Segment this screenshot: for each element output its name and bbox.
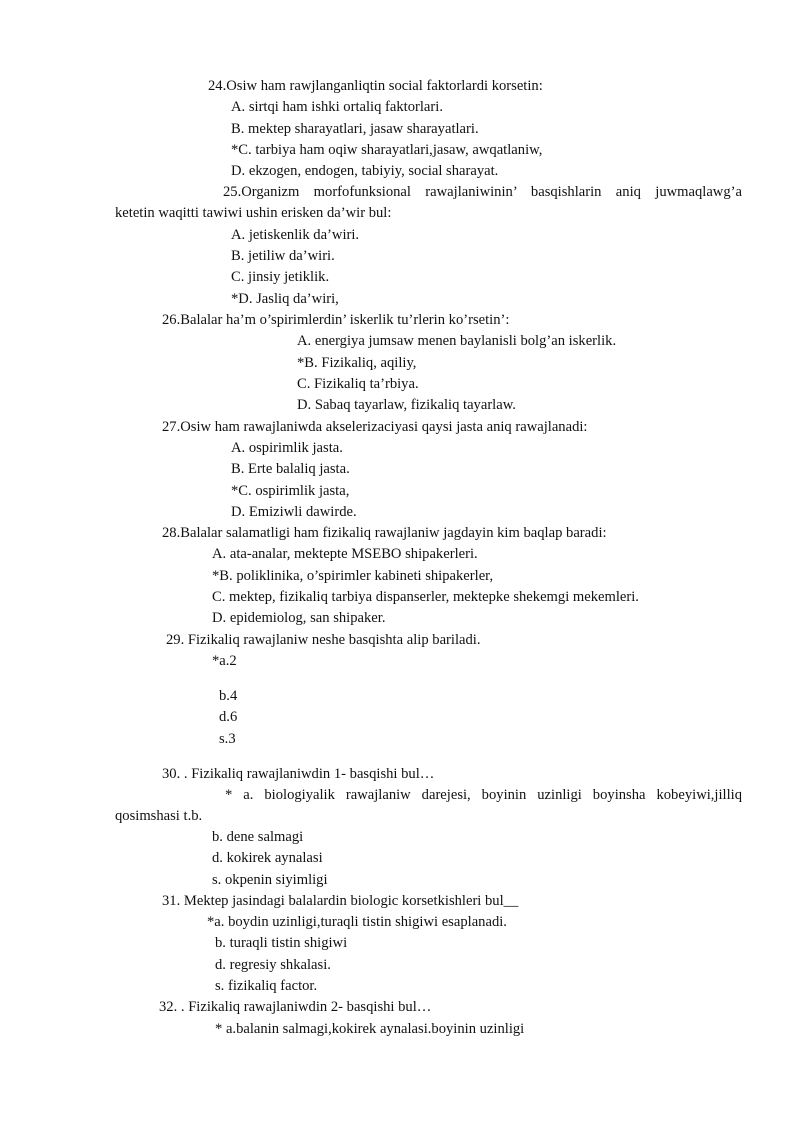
q26-option-c: C. Fizikaliq ta’rbiya. bbox=[297, 376, 419, 392]
q26-option-b: *B. Fizikaliq, aqiliy, bbox=[297, 355, 417, 371]
q30-option-d: d. kokirek aynalasi bbox=[212, 850, 323, 866]
q30-option-s: s. okpenin siyimligi bbox=[212, 872, 328, 888]
q28-option-a: A. ata-analar, mektepte MSEBO shipakerleri. bbox=[212, 546, 478, 562]
q30-answer-a bbox=[115, 786, 742, 825]
q24-option-c: *C. tarbiya ham oqiw sharayatlari,jasaw, awqatlaniw, bbox=[231, 142, 543, 158]
q28-option-d: D. epidemiolog, san shipaker. bbox=[212, 610, 386, 626]
q27-option-b: B. Erte balaliq jasta. bbox=[231, 461, 350, 477]
q31-option-a: *a. boydin uzinligi,turaqli tistin shigiwi esaplanadi. bbox=[207, 914, 507, 930]
q29-option-b: b.4 bbox=[219, 688, 238, 704]
question-25-line1: 25.Organizm morfofunksional rawajlaniwinin’ basqishlarin aniq juwmaqlawg’a bbox=[223, 184, 742, 200]
q30-option-b: b. dene salmagi bbox=[212, 829, 304, 845]
q27-option-a: A. ospirimlik jasta. bbox=[231, 440, 343, 456]
q26-option-d: D. Sabaq tayarlaw, fizikaliq tayarlaw. bbox=[297, 397, 516, 413]
q31-option-s: s. fizikaliq factor. bbox=[215, 978, 318, 994]
q29-option-d: d.6 bbox=[219, 709, 238, 725]
q29-option-a: *a.2 bbox=[212, 653, 237, 669]
question-28: 28.Balalar salamatligi ham fizikaliq rawajlaniw jagdayin kim baqlap baradi: bbox=[162, 525, 607, 541]
q32-option-a: * a.balanin salmagi,kokirek aynalasi.boyinin uzinligi bbox=[215, 1021, 525, 1037]
q28-option-b: *B. poliklinika, o’spirimler kabineti shipakerler, bbox=[212, 568, 494, 584]
q25-option-d: *D. Jasliq da’wiri, bbox=[231, 291, 339, 307]
question-26: 26.Balalar ha’m o’spirimlerdin’ iskerlik tu’rlerin ko’rsetin’: bbox=[162, 312, 510, 328]
question-25 bbox=[115, 183, 742, 222]
q24-option-b: B. mektep sharayatlari, jasaw sharayatlari. bbox=[231, 121, 479, 137]
q25-option-c: C. jinsiy jetiklik. bbox=[231, 269, 330, 285]
question-25-line2: ketetin waqitti tawiwi ushin erisken da’wir bul: bbox=[115, 205, 392, 221]
q24-option-d: D. ekzogen, endogen, tabiyiy, social sharayat. bbox=[231, 163, 499, 179]
q25-option-b: B. jetiliw da’wiri. bbox=[231, 248, 335, 264]
question-27: 27.Osiw ham rawajlaniwda akselerizaciyasi qaysi jasta aniq rawajlanadi: bbox=[162, 419, 588, 435]
q30-answer-a-line2: qosimshasi t.b. bbox=[115, 808, 203, 824]
q28-option-c: C. mektep, fizikaliq tarbiya dispanserler, mektepke shekemgi mekemleri. bbox=[212, 589, 639, 605]
q26-option-a: A. energiya jumsaw menen baylanisli bolg’an iskerlik. bbox=[297, 333, 617, 349]
question-31: 31. Mektep jasindagi balalardin biologic korsetkishleri bul__ bbox=[162, 893, 519, 909]
question-30: 30. . Fizikaliq rawajlaniwdin 1- basqishi bul… bbox=[162, 766, 435, 782]
question-24: 24.Osiw ham rawjlanganliqtin social faktorlardi korsetin: bbox=[208, 78, 543, 94]
q27-option-d: D. Emiziwli dawirde. bbox=[231, 504, 357, 520]
question-29: 29. Fizikaliq rawajlaniw neshe basqishta alip bariladi. bbox=[166, 632, 481, 648]
q30-answer-a-line1: * a. biologiyalik rawajlaniw darejesi, boyinin uzinligi boyinsha kobeyiwi,jilliq bbox=[225, 787, 742, 803]
q25-option-a: A. jetiskenlik da’wiri. bbox=[231, 227, 360, 243]
q31-option-b: b. turaqli tistin shigiwi bbox=[215, 935, 348, 951]
question-32: 32. . Fizikaliq rawajlaniwdin 2- basqishi bul… bbox=[159, 999, 432, 1015]
q27-option-c: *C. ospirimlik jasta, bbox=[231, 483, 350, 499]
q29-option-s: s.3 bbox=[219, 731, 236, 747]
q24-option-a: A. sirtqi ham ishki ortaliq faktorlari. bbox=[231, 99, 443, 115]
q31-option-d: d. regresiy shkalasi. bbox=[215, 957, 331, 973]
